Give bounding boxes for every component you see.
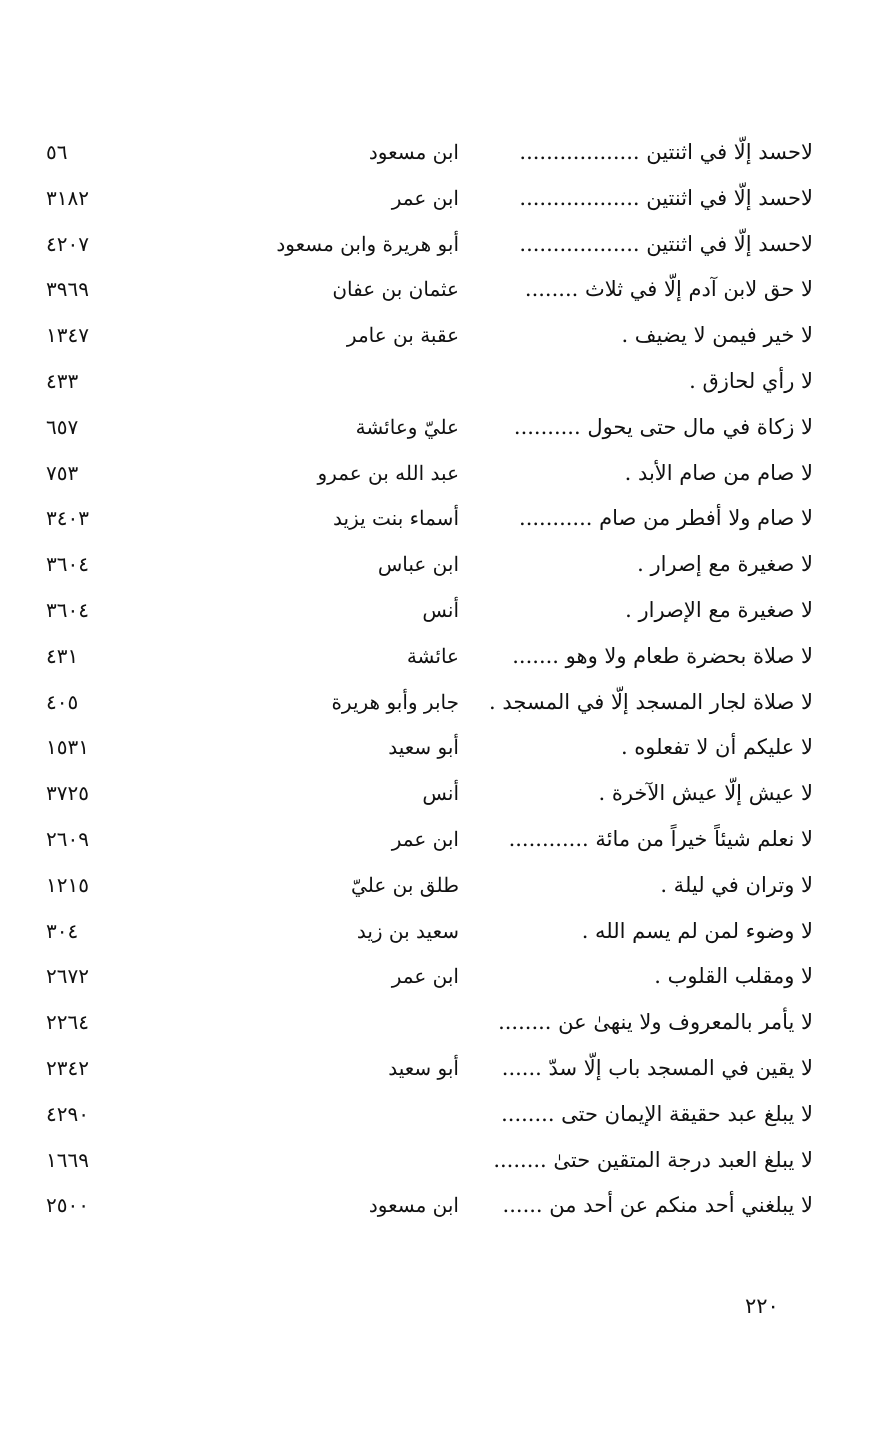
hadith-text: لا يبلغ العبد درجة المتقين حتىٰ ........ <box>493 1147 813 1172</box>
narrator: سعيد بن زيد <box>356 918 459 943</box>
hadith-number: ٥٦ <box>46 140 68 164</box>
index-row <box>0 1002 891 1048</box>
hadith-text: لا زكاة في مال حتى يحول .......... <box>513 414 813 439</box>
index-row <box>0 911 891 957</box>
hadith-number: ٤٠٥ <box>46 689 79 714</box>
index-row <box>0 132 891 178</box>
hadith-text: لا عيش إلَّا عيش الآخرة . <box>598 781 813 806</box>
hadith-number: ٣٩٦٩ <box>46 277 89 302</box>
index-row <box>0 1140 891 1186</box>
narrator: أنس <box>422 781 459 806</box>
hadith-number: ٢٦٠٩ <box>46 826 89 851</box>
hadith-text: لا صلاة لجار المسجد إلَّا في المسجد . <box>489 689 813 714</box>
hadith-number: ٦٥٧ <box>46 414 79 439</box>
index-row <box>0 682 891 728</box>
hadith-number: ٣٤٠٣ <box>46 506 89 531</box>
index-row <box>0 453 891 499</box>
narrator: عبد الله بن عمرو <box>317 460 459 485</box>
index-row <box>0 178 891 224</box>
narrator: جابر وأبو هريرة <box>331 689 459 714</box>
index-row <box>0 361 891 407</box>
narrator: عقبة بن عامر <box>346 323 459 348</box>
hadith-number: ٣٦٠٤ <box>46 597 89 622</box>
narrator: أبو سعيد <box>388 735 459 760</box>
hadith-text: لا خير فيمن لا يضيف . <box>621 323 813 348</box>
index-row <box>0 1048 891 1094</box>
hadith-number: ٢٦٧٢ <box>46 964 89 989</box>
narrator: ابن عمر <box>391 826 459 851</box>
hadith-text: لا يبلغ عبد حقيقة الإيمان حتى ........ <box>501 1101 813 1126</box>
narrator: أبو هريرة وابن مسعود <box>276 231 459 256</box>
index-row <box>0 773 891 819</box>
narrator: ابن عباس <box>377 552 459 577</box>
hadith-number: ١٢١٥ <box>46 872 89 897</box>
hadith-text: لا يأمر بالمعروف ولا ينهىٰ عن ........ <box>498 1010 813 1035</box>
index-row <box>0 590 891 636</box>
narrator: أبو سعيد <box>388 1055 459 1080</box>
narrator: ابن عمر <box>391 185 459 210</box>
hadith-number: ٢٣٤٢ <box>46 1055 89 1080</box>
hadith-number: ٤٣١ <box>46 643 79 668</box>
hadith-text: لا نعلم شيئاً خيراً من مائة ............ <box>508 826 813 851</box>
narrator: عليّ وعائشة <box>355 414 459 439</box>
hadith-text: لاحسد إلَّا في اثنتين .................. <box>519 140 813 164</box>
hadith-text: لا عليكم أن لا تفعلوه . <box>620 735 813 760</box>
index-row <box>0 269 891 315</box>
hadith-text: لا صام ولا أفطر من صام ........... <box>519 506 813 531</box>
index-row <box>0 727 891 773</box>
hadith-number: ٧٥٣ <box>46 460 79 485</box>
hadith-text: لا صام من صام الأبد . <box>624 460 813 485</box>
narrator: ابن عمر <box>391 964 459 989</box>
index-row <box>0 315 891 361</box>
index-row <box>0 498 891 544</box>
index-row <box>0 865 891 911</box>
hadith-text: لا صلاة بحضرة طعام ولا وهو ....... <box>512 643 813 668</box>
hadith-text: لاحسد إلَّا في اثنتين .................. <box>519 185 813 210</box>
hadith-number: ٣٧٢٥ <box>46 781 89 806</box>
index-row <box>0 1094 891 1140</box>
narrator: ابن مسعود <box>368 1193 459 1218</box>
hadith-text: لا رأي لحازق . <box>689 368 813 393</box>
narrator: عثمان بن عفان <box>332 277 459 302</box>
hadith-number: ٢٥٠٠ <box>46 1193 89 1218</box>
hadith-text: لا ومقلب القلوب . <box>654 964 813 989</box>
hadith-text: لا يبلغني أحد منكم عن أحد من ...... <box>502 1193 813 1218</box>
hadith-text: لا وضوء لمن لم يسم الله . <box>581 918 813 943</box>
hadith-number: ٤٢٠٧ <box>46 231 89 256</box>
index-row <box>0 636 891 682</box>
index-row <box>0 956 891 1002</box>
hadith-text: لا صغيرة مع الإصرار . <box>625 597 813 622</box>
narrator: عائشة <box>406 643 459 668</box>
index-row <box>0 819 891 865</box>
hadith-text: لا وتران في ليلة . <box>660 872 813 897</box>
narrator: أنس <box>422 597 459 622</box>
hadith-number: ١٦٦٩ <box>46 1147 89 1172</box>
hadith-number: ٤٢٩٠ <box>46 1101 89 1126</box>
index-row <box>0 407 891 453</box>
page-number: ٢٢٠ <box>745 1294 779 1318</box>
hadith-number: ١٣٤٧ <box>46 323 89 348</box>
hadith-text: لا يقين في المسجد باب إلَّا سدّ ...... <box>501 1055 813 1080</box>
narrator: أسماء بنت يزيد <box>333 506 459 531</box>
hadith-index-list <box>0 132 891 1231</box>
narrator: ابن مسعود <box>368 140 459 164</box>
hadith-number: ٣٦٠٤ <box>46 552 89 577</box>
hadith-text: لا صغيرة مع إصرار . <box>637 552 813 577</box>
hadith-number: ١٥٣١ <box>46 735 89 760</box>
index-row <box>0 1185 891 1231</box>
hadith-number: ٢٢٦٤ <box>46 1010 89 1035</box>
hadith-number: ٣١٨٢ <box>46 185 89 210</box>
index-row <box>0 224 891 270</box>
hadith-text: لا حق لابن آدم إلَّا في ثلاث ........ <box>524 277 813 302</box>
hadith-number: ٣٠٤ <box>46 918 79 943</box>
hadith-text: لاحسد إلَّا في اثنتين .................. <box>519 231 813 256</box>
hadith-number: ٤٣٣ <box>46 368 79 393</box>
index-row <box>0 544 891 590</box>
narrator: طلق بن عليّ <box>351 872 459 897</box>
